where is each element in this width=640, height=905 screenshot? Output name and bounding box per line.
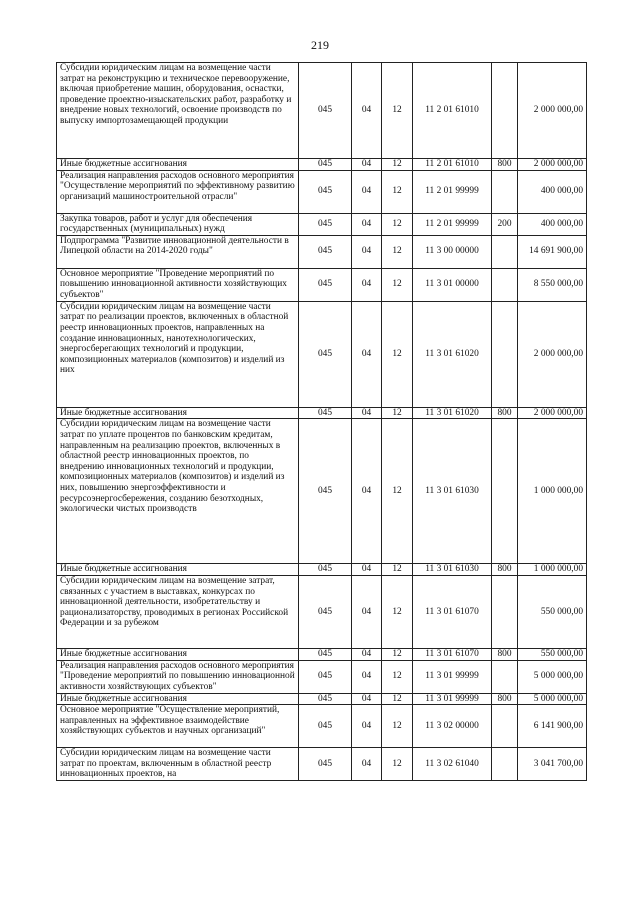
row-target-article-code: 11 3 01 61070 — [413, 575, 492, 648]
row-section-code: 04 — [352, 159, 382, 171]
row-section-code: 04 — [352, 575, 382, 648]
row-name: Иные бюджетные ассигнования — [57, 564, 299, 576]
row-target-article-code: 11 3 01 61020 — [413, 407, 492, 419]
row-subsection-code: 12 — [382, 575, 413, 648]
row-name: Подпрограмма "Развитие инновационной деятельности в Липецкой области на 2014-2020 годы" — [57, 235, 299, 268]
row-name: Реализация направления расходов основного мероприятия "Осуществление мероприятий по эффективному развитию организаций машиностроительной отрасли" — [57, 170, 299, 213]
row-grbs-code: 045 — [299, 564, 352, 576]
row-expense-type-code: 200 — [492, 213, 518, 235]
row-grbs-code: 045 — [299, 159, 352, 171]
row-subsection-code: 12 — [382, 648, 413, 660]
row-grbs-code: 045 — [299, 235, 352, 268]
table-row — [57, 660, 587, 693]
row-grbs-code: 045 — [299, 213, 352, 235]
row-section-code: 04 — [352, 63, 382, 159]
row-expense-type-code: 800 — [492, 648, 518, 660]
row-amount: 8 550 000,00 — [518, 268, 587, 301]
row-name: Реализация направления расходов основного мероприятия "Проведение мероприятий по повышению инновационной активности хозяйствующих субъектов" — [57, 660, 299, 693]
row-name: Иные бюджетные ассигнования — [57, 648, 299, 660]
row-section-code: 04 — [352, 213, 382, 235]
row-section-code: 04 — [352, 235, 382, 268]
row-subsection-code: 12 — [382, 693, 413, 705]
budget-table — [56, 62, 587, 781]
row-grbs-code: 045 — [299, 705, 352, 748]
row-amount: 550 000,00 — [518, 575, 587, 648]
row-amount: 3 041 700,00 — [518, 748, 587, 781]
row-expense-type-code — [492, 235, 518, 268]
row-expense-type-code: 800 — [492, 693, 518, 705]
row-section-code: 04 — [352, 268, 382, 301]
row-target-article-code: 11 3 01 61030 — [413, 564, 492, 576]
row-expense-type-code — [492, 170, 518, 213]
row-section-code: 04 — [352, 660, 382, 693]
table-row — [57, 575, 587, 648]
row-amount: 2 000 000,00 — [518, 301, 587, 407]
page-number: 219 — [311, 38, 329, 52]
row-target-article-code: 11 3 02 61040 — [413, 748, 492, 781]
row-name: Субсидии юридическим лицам на возмещение части затрат по проектам, включенным в областной реестр инновационных проектов, на — [57, 748, 299, 781]
row-amount: 5 000 000,00 — [518, 693, 587, 705]
row-section-code: 04 — [352, 419, 382, 564]
row-subsection-code: 12 — [382, 235, 413, 268]
row-target-article-code: 11 3 01 99999 — [413, 660, 492, 693]
row-expense-type-code — [492, 63, 518, 159]
row-expense-type-code — [492, 705, 518, 748]
table-row — [57, 268, 587, 301]
row-expense-type-code — [492, 748, 518, 781]
row-name: Иные бюджетные ассигнования — [57, 407, 299, 419]
row-expense-type-code — [492, 268, 518, 301]
row-target-article-code: 11 3 01 61030 — [413, 419, 492, 564]
row-name: Закупка товаров, работ и услуг для обеспечения государственных (муниципальных) нужд — [57, 213, 299, 235]
table-row — [57, 213, 587, 235]
row-grbs-code: 045 — [299, 301, 352, 407]
row-amount: 2 000 000,00 — [518, 63, 587, 159]
row-grbs-code: 045 — [299, 407, 352, 419]
row-target-article-code: 11 3 02 00000 — [413, 705, 492, 748]
row-amount: 1 000 000,00 — [518, 564, 587, 576]
row-subsection-code: 12 — [382, 268, 413, 301]
row-subsection-code: 12 — [382, 63, 413, 159]
table-row — [57, 407, 587, 419]
row-subsection-code: 12 — [382, 301, 413, 407]
table-row — [57, 170, 587, 213]
row-amount: 6 141 900,00 — [518, 705, 587, 748]
row-subsection-code: 12 — [382, 660, 413, 693]
row-section-code: 04 — [352, 648, 382, 660]
table-row — [57, 419, 587, 564]
row-name: Субсидии юридическим лицам на возмещение части затрат по уплате процентов по банковским кредитам, направленным на реализацию проектов, включенных в областной реестр инновационных проектов, по внедрению инновационных технологий и продукции, композиционных материалов (композитов) и изделий из них, повышению энергоэффективности и ресурсоэнергосбережения, созданию безотходных, экологически чистых производств — [57, 419, 299, 564]
table-row — [57, 705, 587, 748]
row-section-code: 04 — [352, 407, 382, 419]
row-expense-type-code — [492, 301, 518, 407]
row-target-article-code: 11 3 01 61020 — [413, 301, 492, 407]
row-subsection-code: 12 — [382, 419, 413, 564]
table-row — [57, 564, 587, 576]
row-target-article-code: 11 2 01 61010 — [413, 63, 492, 159]
row-amount: 14 691 900,00 — [518, 235, 587, 268]
row-section-code: 04 — [352, 301, 382, 407]
row-grbs-code: 045 — [299, 419, 352, 564]
row-name: Субсидии юридическим лицам на возмещение части затрат на реконструкцию и техническое перевооружение, включая приобретение машин, оборудования, оснастки, проведение проектно-изыскательских работ, разработку и внедрение новых технологий, освоение производств по выпуску импортозамещающей продукции — [57, 63, 299, 159]
row-grbs-code: 045 — [299, 63, 352, 159]
row-target-article-code: 11 3 01 99999 — [413, 693, 492, 705]
row-amount: 400 000,00 — [518, 213, 587, 235]
table-row — [57, 648, 587, 660]
row-expense-type-code — [492, 419, 518, 564]
row-subsection-code: 12 — [382, 564, 413, 576]
row-expense-type-code — [492, 660, 518, 693]
row-subsection-code: 12 — [382, 748, 413, 781]
row-section-code: 04 — [352, 693, 382, 705]
row-name: Субсидии юридическим лицам на возмещение затрат, связанных с участием в выставках, конкурсах по инновационной деятельности, изобретательству и рационализаторству, проводимых в регионах Российской Федерации и за рубежом — [57, 575, 299, 648]
row-amount: 2 000 000,00 — [518, 159, 587, 171]
table-row — [57, 693, 587, 705]
row-section-code: 04 — [352, 170, 382, 213]
row-grbs-code: 045 — [299, 648, 352, 660]
row-amount: 400 000,00 — [518, 170, 587, 213]
row-subsection-code: 12 — [382, 407, 413, 419]
row-expense-type-code — [492, 575, 518, 648]
row-target-article-code: 11 2 01 61010 — [413, 159, 492, 171]
row-target-article-code: 11 2 01 99999 — [413, 170, 492, 213]
row-amount: 550 000,00 — [518, 648, 587, 660]
row-amount: 1 000 000,00 — [518, 419, 587, 564]
row-grbs-code: 045 — [299, 170, 352, 213]
row-expense-type-code: 800 — [492, 564, 518, 576]
row-name: Субсидии юридическим лицам на возмещение части затрат по реализации проектов, включенных в областной реестр инновационных проектов, направленных на создание инновационных, нанотехнологических, энергосберегающих технологий и продукции, композиционных материалов (композитов) и изделий из них — [57, 301, 299, 407]
row-grbs-code: 045 — [299, 575, 352, 648]
row-section-code: 04 — [352, 564, 382, 576]
table-row — [57, 159, 587, 171]
row-name: Основное мероприятие "Проведение мероприятий по повышению инновационной активности хозяйствующих субъектов" — [57, 268, 299, 301]
row-section-code: 04 — [352, 705, 382, 748]
row-grbs-code: 045 — [299, 268, 352, 301]
row-subsection-code: 12 — [382, 159, 413, 171]
row-subsection-code: 12 — [382, 705, 413, 748]
table-row — [57, 235, 587, 268]
row-target-article-code: 11 3 00 00000 — [413, 235, 492, 268]
table-row — [57, 63, 587, 159]
row-amount: 2 000 000,00 — [518, 407, 587, 419]
row-name: Иные бюджетные ассигнования — [57, 693, 299, 705]
row-expense-type-code: 800 — [492, 407, 518, 419]
row-target-article-code: 11 3 01 00000 — [413, 268, 492, 301]
row-grbs-code: 045 — [299, 693, 352, 705]
row-name: Иные бюджетные ассигнования — [57, 159, 299, 171]
row-subsection-code: 12 — [382, 213, 413, 235]
row-target-article-code: 11 2 01 99999 — [413, 213, 492, 235]
row-grbs-code: 045 — [299, 660, 352, 693]
row-amount: 5 000 000,00 — [518, 660, 587, 693]
row-subsection-code: 12 — [382, 170, 413, 213]
row-expense-type-code: 800 — [492, 159, 518, 171]
row-target-article-code: 11 3 01 61070 — [413, 648, 492, 660]
table-row — [57, 748, 587, 781]
row-name: Основное мероприятие "Осуществление мероприятий, направленных на эффективное взаимодействие хозяйствующих субъектов и научных организаций" — [57, 705, 299, 748]
row-section-code: 04 — [352, 748, 382, 781]
row-grbs-code: 045 — [299, 748, 352, 781]
table-row — [57, 301, 587, 407]
